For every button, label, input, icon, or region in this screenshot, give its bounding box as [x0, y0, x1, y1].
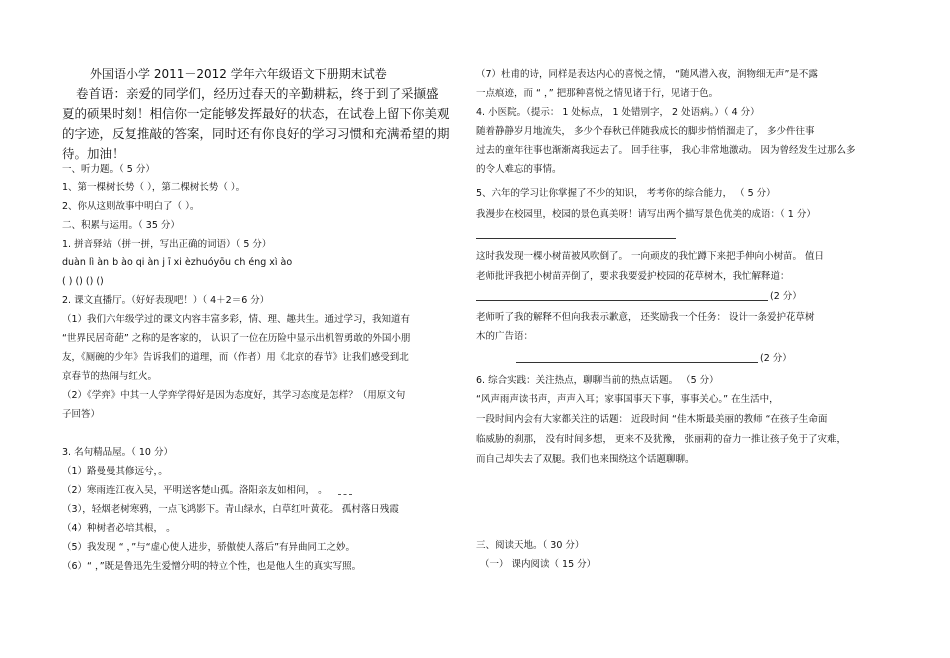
question-line: （1）我们六年级学过的课文内容丰富多彩，情、理、趣共生。通过学习，我知道有: [62, 314, 411, 325]
question-line: 1、第一棵树长势（ ），第二棵树长势（ ）。: [62, 182, 246, 193]
section-heading: 4. 小医院。（提示： 1 处标点， 1 处错别字， 2 处语病。）（ 4 分）: [476, 107, 760, 118]
question-line: 2. 课文直播厅。（好好表现吧！）（ 4＋2＝6 分）: [62, 295, 270, 306]
intro-line: 夏的硕果时刻！相信你一定能够发挥最好的状态，在试卷上留下你美观: [62, 106, 450, 121]
question-line: （2）《学弈》中其一人学弈学得好是因为态度好，其学习态度是怎样？（用原文句: [62, 390, 406, 401]
question-line: （6）“ ，”既是鲁迅先生爱憎分明的特立个性，也是他人生的真实写照。: [62, 561, 362, 572]
question-line: 我漫步在校园里，校园的景色真美呀！请写出两个描写景色优美的成语：（ 1 分）: [476, 209, 816, 220]
answer-line: [476, 300, 768, 301]
score-note: (2 分）: [760, 353, 792, 364]
question-line: （2）寒雨连江夜入吴，平明送客楚山孤。洛阳亲友如相问， 。: [62, 485, 328, 496]
passage-line: 而自己却失去了双腿。我们也来围绕这个话题聊聊。: [476, 454, 695, 465]
passage-line: 老师听了我的解释不但向我表示歉意， 还奖励我一个任务： 设计一条爱护花草树: [476, 312, 815, 323]
question-line: 友，《厕碗的少年》告诉我们的道理，而（作者）用《北京的春节》让我们感受到北: [62, 352, 409, 363]
intro-line: 卷首语：亲爱的同学们，经历过春天的辛勤耕耘，终于到了采撷盛: [76, 86, 439, 101]
question-line: “世界民居奇葩” 之称的是客家的， 认识了一位在历险中显示出机智勇敢的外国小朋: [62, 333, 411, 344]
section-heading: 3. 名句精品屋。（ 10 分）: [62, 447, 173, 458]
question-line: 2、你从这则故事中明白了（ ）。: [62, 201, 200, 212]
pinyin-line: duàn lì àn b ào qi àn j ī xi èzhuóyōu ch éng xì ào: [62, 257, 293, 268]
question-line: （5）我发现 “ ，”与“虚心使人进步，骄傲使人落后”有异曲同工之妙。: [62, 542, 356, 553]
question-line: （3），轻烟老树寒鸦，一点飞鸿影下。青山绿水，白草红叶黄花。 孤村落日残霞: [62, 504, 399, 515]
section-heading: 三、阅读天地。（ 30 分）: [476, 540, 585, 551]
passage-line: 临威胁的刹那， 没有时间多想， 更来不及犹豫， 张丽莉的奋力一推让孩子免于了灾难，: [476, 434, 847, 445]
section-heading: 5、六年的学习让你掌握了不少的知识， 考考你的综合能力， （ 5 分）: [476, 188, 776, 199]
passage-line: 过去的童年往事也渐渐离我远去了。 回手往事， 我心非常地激动。 因为曾经发生过那么多: [476, 145, 856, 156]
question-line: 子回答）: [62, 409, 101, 420]
subsection-heading: （一） 课内阅读（ 15 分）: [480, 559, 597, 570]
question-line: （1）路曼曼其修远兮，。: [62, 466, 168, 477]
passage-line: 木的广告语：: [476, 331, 534, 342]
answer-brackets: ( ) () () (): [62, 276, 104, 287]
section-heading: 一、听力题。（ 5 分）: [62, 164, 155, 175]
question-line: （7）杜甫的诗，同样是表达内心的喜悦之情， “随风潜入夜，润物细无声”是不露: [476, 69, 818, 80]
question-line: 1. 拼音驿站（拼一拼，写出正确的词语）（ 5 分）: [62, 239, 272, 250]
passage-line: 这时我发现一棵小树苗被风吹倒了。 一向顽皮的我忙蹲下来把手伸向小树苗。 值日: [476, 251, 825, 262]
passage-line: 的令人难忘的事情。: [476, 164, 562, 175]
passage-line: 随着静静岁月地流失， 多少个春秋已伴随我成长的脚步悄悄溜走了， 多少件往事: [476, 126, 815, 137]
answer-line: [516, 362, 758, 363]
section-heading: 6. 综合实践：关注热点，聊聊当前的热点话题。 （5 分）: [476, 375, 719, 386]
passage-line: 老师批评我把小树苗弄倒了，要求我要爱护校园的花草树木，我忙解释道：: [476, 271, 790, 282]
question-line: 一点痕迹，而 “ ，” 把那种喜悦之情见诸于行，见诸于色。: [476, 88, 719, 99]
exam-title: 外国语小学 2011－2012 学年六年级语文下册期末试卷: [90, 67, 387, 81]
intro-line: 待。加油！: [62, 146, 125, 161]
question-line: （4）种树者必培其根， 。: [62, 523, 176, 534]
passage-line: 一段时间内会有大家都关注的话题： 近段时间 “佳木斯最美丽的教师 “在孩子生命面: [476, 414, 828, 425]
answer-line: [476, 238, 676, 239]
passage-line: “风声雨声读书声，声声入耳；家事国事天下事，事事关心。” 在生活中，: [476, 394, 779, 405]
section-heading: 二、积累与运用。（ 35 分）: [62, 220, 180, 231]
intro-line: 的字迹，反复推敲的答案，同时还有你良好的学习习惯和充满希望的期: [62, 126, 450, 141]
answer-blank: [338, 494, 352, 495]
score-note: (2 分）: [770, 291, 802, 302]
question-line: 京春节的热闹与红火。: [62, 371, 158, 382]
